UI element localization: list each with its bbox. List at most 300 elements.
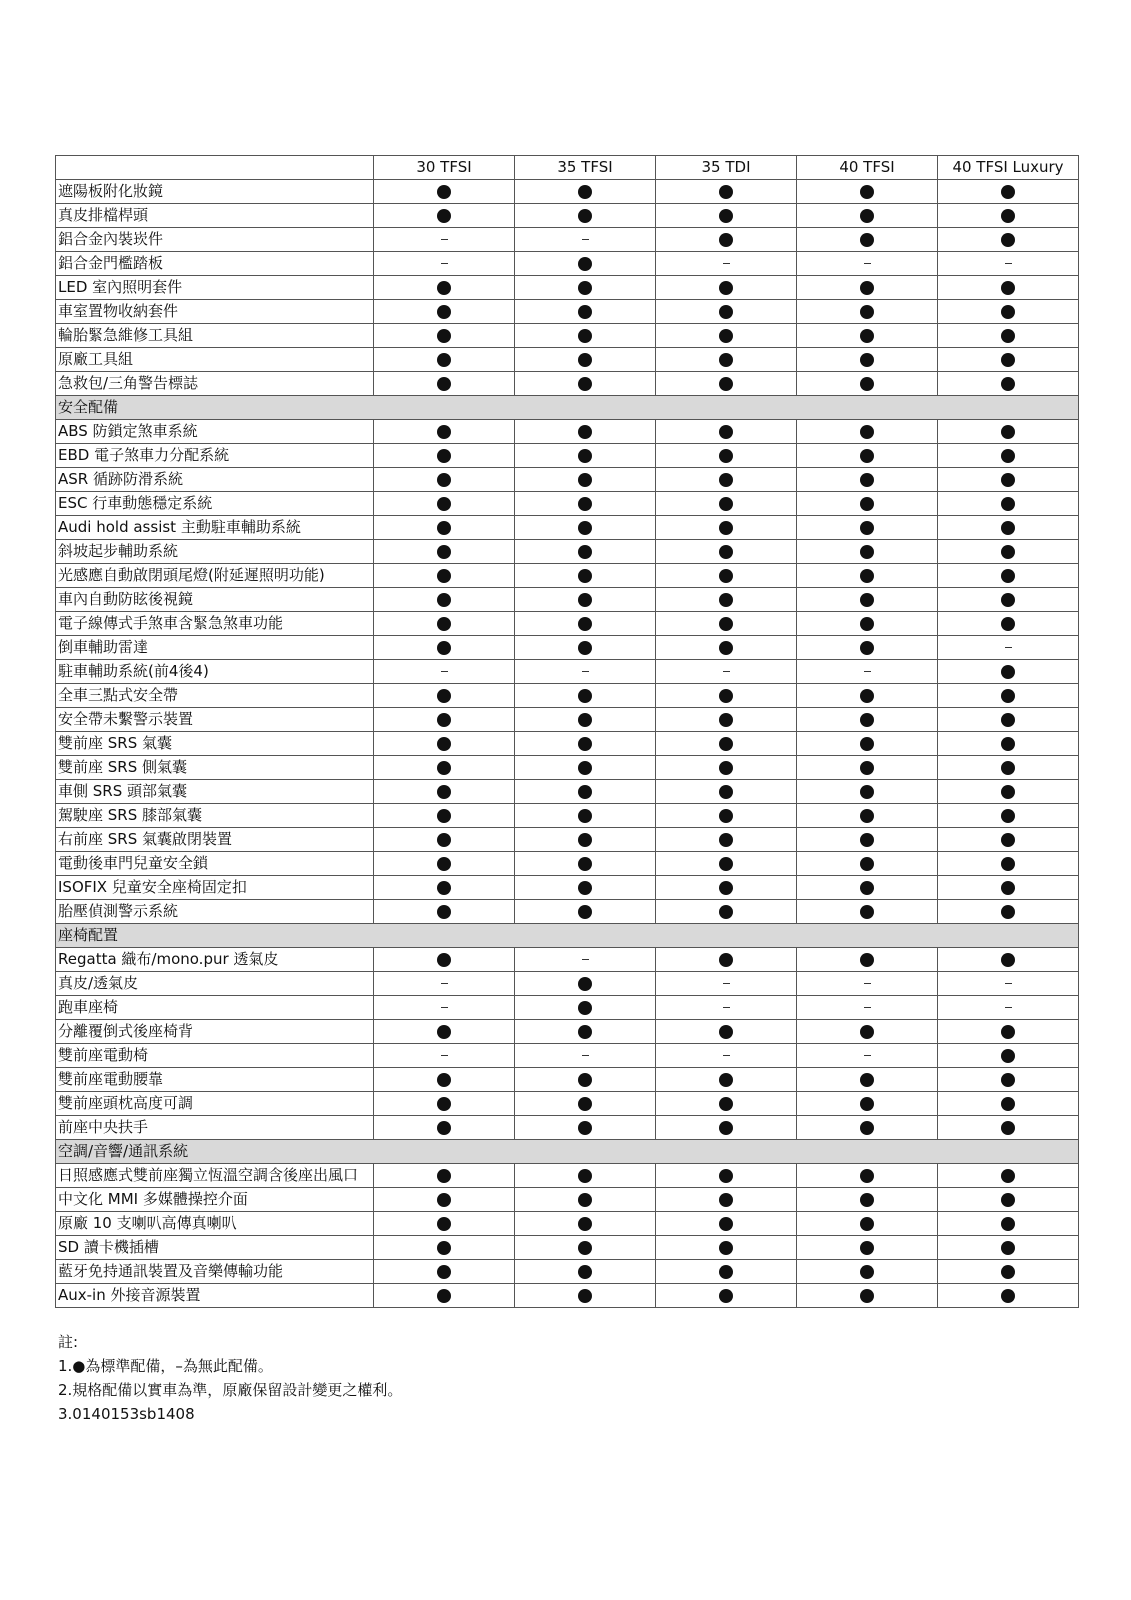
- table-row: [56, 252, 1079, 276]
- feature-label: 真皮排檔桿頭: [56, 204, 374, 228]
- availability-cell: [374, 228, 515, 252]
- standard-dot-icon: [1001, 1217, 1015, 1231]
- standard-dot-icon: [860, 281, 874, 295]
- feature-label: 車側 SRS 頭部氣囊: [56, 780, 374, 804]
- standard-dot-icon: [437, 593, 451, 607]
- availability-cell: [938, 972, 1079, 996]
- availability-cell: [938, 444, 1079, 468]
- standard-dot-icon: [437, 1121, 451, 1135]
- standard-dot-icon: [1001, 569, 1015, 583]
- availability-cell: [515, 972, 656, 996]
- standard-dot-icon: [860, 1073, 874, 1087]
- table-row: [56, 324, 1079, 348]
- availability-cell: [938, 324, 1079, 348]
- availability-cell: [374, 1068, 515, 1092]
- availability-cell: [515, 852, 656, 876]
- standard-dot-icon: [437, 809, 451, 823]
- availability-cell: [515, 756, 656, 780]
- standard-dot-icon: [437, 1241, 451, 1255]
- standard-dot-icon: [1001, 1097, 1015, 1111]
- availability-cell: [515, 1236, 656, 1260]
- availability-cell: [374, 804, 515, 828]
- section-title: 座椅配置: [56, 924, 1079, 948]
- availability-cell: [515, 780, 656, 804]
- standard-dot-icon: [578, 425, 592, 439]
- availability-cell: [938, 180, 1079, 204]
- feature-label: 分離覆倒式後座椅背: [56, 1020, 374, 1044]
- header-model-30-tfsi: 30 TFSI: [374, 156, 515, 180]
- standard-dot-icon: [437, 449, 451, 463]
- standard-dot-icon: [437, 473, 451, 487]
- standard-dot-icon: [860, 473, 874, 487]
- availability-cell: [656, 372, 797, 396]
- availability-cell: [515, 420, 656, 444]
- availability-cell: [797, 540, 938, 564]
- table-row: [56, 180, 1079, 204]
- table-row: [56, 756, 1079, 780]
- availability-cell: [374, 684, 515, 708]
- standard-dot-icon: [1001, 761, 1015, 775]
- standard-dot-icon: [1001, 377, 1015, 391]
- standard-dot-icon: [860, 377, 874, 391]
- availability-cell: [797, 1212, 938, 1236]
- standard-dot-icon: [437, 209, 451, 223]
- standard-dot-icon: [437, 329, 451, 343]
- standard-dot-icon: [578, 449, 592, 463]
- standard-dot-icon: [437, 713, 451, 727]
- table-row: [56, 684, 1079, 708]
- notes: [58, 1330, 402, 1426]
- availability-cell: [374, 948, 515, 972]
- standard-dot-icon: [578, 497, 592, 511]
- availability-cell: [938, 780, 1079, 804]
- standard-dot-icon: [1001, 1169, 1015, 1183]
- availability-cell: [374, 516, 515, 540]
- feature-label: 光感應自動啟閉頭尾燈(附延遲照明功能): [56, 564, 374, 588]
- standard-dot-icon: [437, 545, 451, 559]
- not-available-dash-icon: [441, 1007, 448, 1008]
- feature-label: 輪胎緊急維修工具組: [56, 324, 374, 348]
- standard-dot-icon: [578, 1241, 592, 1255]
- standard-dot-icon: [578, 305, 592, 319]
- standard-dot-icon: [437, 737, 451, 751]
- feature-label: 前座中央扶手: [56, 1116, 374, 1140]
- availability-cell: [797, 180, 938, 204]
- feature-label: 全車三點式安全帶: [56, 684, 374, 708]
- standard-dot-icon: [437, 521, 451, 535]
- standard-dot-icon: [1001, 305, 1015, 319]
- standard-dot-icon: [578, 1217, 592, 1231]
- table-row: [56, 852, 1079, 876]
- standard-dot-icon: [719, 1073, 733, 1087]
- availability-cell: [515, 204, 656, 228]
- availability-cell: [656, 684, 797, 708]
- table-row: [56, 1020, 1079, 1044]
- standard-dot-icon: [860, 689, 874, 703]
- availability-cell: [797, 684, 938, 708]
- availability-cell: [938, 1164, 1079, 1188]
- standard-dot-icon: [719, 713, 733, 727]
- availability-cell: [797, 1092, 938, 1116]
- standard-dot-icon: [437, 1265, 451, 1279]
- standard-dot-icon: [1001, 737, 1015, 751]
- standard-dot-icon: [719, 1241, 733, 1255]
- standard-dot-icon: [860, 713, 874, 727]
- table-row: [56, 1188, 1079, 1212]
- standard-dot-icon: [578, 737, 592, 751]
- availability-cell: [515, 948, 656, 972]
- availability-cell: [797, 732, 938, 756]
- standard-dot-icon: [578, 209, 592, 223]
- standard-dot-icon: [437, 785, 451, 799]
- feature-label: 雙前座電動椅: [56, 1044, 374, 1068]
- availability-cell: [656, 564, 797, 588]
- availability-cell: [797, 1284, 938, 1308]
- availability-cell: [938, 1236, 1079, 1260]
- availability-cell: [656, 852, 797, 876]
- table-row: [56, 1284, 1079, 1308]
- standard-dot-icon: [860, 209, 874, 223]
- availability-cell: [515, 444, 656, 468]
- availability-cell: [656, 204, 797, 228]
- standard-dot-icon: [719, 785, 733, 799]
- availability-cell: [938, 684, 1079, 708]
- standard-dot-icon: [1001, 425, 1015, 439]
- standard-dot-icon: [719, 1121, 733, 1135]
- availability-cell: [515, 1212, 656, 1236]
- standard-dot-icon: [719, 689, 733, 703]
- standard-dot-icon: [578, 881, 592, 895]
- availability-cell: [797, 1068, 938, 1092]
- standard-dot-icon: [719, 185, 733, 199]
- standard-dot-icon: [578, 593, 592, 607]
- availability-cell: [515, 324, 656, 348]
- feature-label: 駐車輔助系統(前4後4): [56, 660, 374, 684]
- availability-cell: [938, 612, 1079, 636]
- standard-dot-icon: [719, 1097, 733, 1111]
- standard-dot-icon: [719, 281, 733, 295]
- availability-cell: [656, 876, 797, 900]
- standard-dot-icon: [860, 1193, 874, 1207]
- table-row: [56, 876, 1079, 900]
- feature-label: LED 室內照明套件: [56, 276, 374, 300]
- availability-cell: [374, 900, 515, 924]
- availability-cell: [797, 1116, 938, 1140]
- availability-cell: [515, 468, 656, 492]
- standard-dot-icon: [437, 1217, 451, 1231]
- standard-dot-icon: [437, 1289, 451, 1303]
- not-available-dash-icon: [723, 1055, 730, 1056]
- availability-cell: [938, 1188, 1079, 1212]
- availability-cell: [797, 276, 938, 300]
- availability-cell: [797, 708, 938, 732]
- feature-label: 車室置物收納套件: [56, 300, 374, 324]
- standard-dot-icon: [860, 809, 874, 823]
- table-row: [56, 612, 1079, 636]
- table-row: [56, 276, 1079, 300]
- availability-cell: [656, 444, 797, 468]
- table-row: [56, 1260, 1079, 1284]
- standard-dot-icon: [578, 1169, 592, 1183]
- availability-cell: [938, 852, 1079, 876]
- not-available-dash-icon: [864, 983, 871, 984]
- availability-cell: [938, 1212, 1079, 1236]
- availability-cell: [656, 732, 797, 756]
- header-row: [56, 156, 1079, 180]
- availability-cell: [656, 252, 797, 276]
- header-model-40-tfsi-luxury: 40 TFSI Luxury: [938, 156, 1079, 180]
- not-available-dash-icon: [1005, 1007, 1012, 1008]
- not-available-dash-icon: [723, 1007, 730, 1008]
- standard-dot-icon: [1001, 1073, 1015, 1087]
- availability-cell: [515, 300, 656, 324]
- standard-dot-icon: [578, 185, 592, 199]
- availability-cell: [515, 372, 656, 396]
- feature-label: 倒車輔助雷達: [56, 636, 374, 660]
- feature-label: ISOFIX 兒童安全座椅固定扣: [56, 876, 374, 900]
- availability-cell: [515, 516, 656, 540]
- standard-dot-icon: [860, 185, 874, 199]
- availability-cell: [515, 828, 656, 852]
- feature-label: 日照感應式雙前座獨立恆溫空調含後座出風口: [56, 1164, 374, 1188]
- standard-dot-icon: [719, 1289, 733, 1303]
- availability-cell: [938, 1020, 1079, 1044]
- availability-cell: [797, 228, 938, 252]
- availability-cell: [938, 1068, 1079, 1092]
- standard-dot-icon: [1001, 1265, 1015, 1279]
- availability-cell: [938, 204, 1079, 228]
- standard-dot-icon: [719, 1169, 733, 1183]
- standard-dot-icon: [578, 257, 592, 271]
- standard-dot-icon: [578, 1289, 592, 1303]
- availability-cell: [515, 1044, 656, 1068]
- availability-cell: [938, 372, 1079, 396]
- standard-dot-icon: [860, 569, 874, 583]
- table-row: [56, 732, 1079, 756]
- table-row: [56, 1236, 1079, 1260]
- table-row: [56, 900, 1079, 924]
- availability-cell: [515, 900, 656, 924]
- availability-cell: [938, 900, 1079, 924]
- standard-dot-icon: [1001, 809, 1015, 823]
- availability-cell: [797, 420, 938, 444]
- feature-label: 藍牙免持通訊裝置及音樂傳輸功能: [56, 1260, 374, 1284]
- not-available-dash-icon: [582, 239, 589, 240]
- availability-cell: [515, 732, 656, 756]
- standard-dot-icon: [578, 1193, 592, 1207]
- standard-dot-icon: [719, 521, 733, 535]
- standard-dot-icon: [719, 1025, 733, 1039]
- standard-dot-icon: [860, 857, 874, 871]
- availability-cell: [797, 492, 938, 516]
- standard-dot-icon: [860, 425, 874, 439]
- standard-dot-icon: [578, 689, 592, 703]
- standard-dot-icon: [860, 1241, 874, 1255]
- not-available-dash-icon: [441, 671, 448, 672]
- availability-cell: [938, 996, 1079, 1020]
- availability-cell: [515, 540, 656, 564]
- standard-dot-icon: [719, 761, 733, 775]
- standard-dot-icon: [1001, 665, 1015, 679]
- not-available-dash-icon: [441, 263, 448, 264]
- availability-cell: [938, 804, 1079, 828]
- standard-dot-icon: [578, 569, 592, 583]
- table-row: [56, 948, 1079, 972]
- standard-dot-icon: [437, 617, 451, 631]
- availability-cell: [938, 1044, 1079, 1068]
- feature-label: 急救包/三角警告標誌: [56, 372, 374, 396]
- availability-cell: [374, 780, 515, 804]
- availability-cell: [938, 1092, 1079, 1116]
- standard-dot-icon: [719, 809, 733, 823]
- availability-cell: [515, 588, 656, 612]
- availability-cell: [938, 540, 1079, 564]
- standard-dot-icon: [437, 377, 451, 391]
- standard-dot-icon: [578, 545, 592, 559]
- availability-cell: [797, 324, 938, 348]
- table-row: [56, 1212, 1079, 1236]
- availability-cell: [656, 780, 797, 804]
- standard-dot-icon: [860, 833, 874, 847]
- not-available-dash-icon: [582, 1055, 589, 1056]
- availability-cell: [374, 1236, 515, 1260]
- standard-dot-icon: [719, 953, 733, 967]
- standard-dot-icon: [860, 737, 874, 751]
- note-line: 3.0140153sb1408: [58, 1405, 195, 1423]
- standard-dot-icon: [437, 1025, 451, 1039]
- standard-dot-icon: [1001, 833, 1015, 847]
- standard-dot-icon: [1001, 593, 1015, 607]
- availability-cell: [374, 444, 515, 468]
- standard-dot-icon: [578, 1073, 592, 1087]
- availability-cell: [938, 756, 1079, 780]
- standard-dot-icon: [437, 185, 451, 199]
- feature-label: Regatta 織布/mono.pur 透氣皮: [56, 948, 374, 972]
- standard-dot-icon: [578, 761, 592, 775]
- feature-label: Audi hold assist 主動駐車輔助系統: [56, 516, 374, 540]
- table-row: [56, 228, 1079, 252]
- standard-dot-icon: [1001, 473, 1015, 487]
- standard-dot-icon: [578, 281, 592, 295]
- table-row: [56, 1164, 1079, 1188]
- availability-cell: [797, 852, 938, 876]
- header-label-cell: [56, 156, 374, 180]
- availability-cell: [515, 1020, 656, 1044]
- availability-cell: [656, 972, 797, 996]
- standard-dot-icon: [578, 1265, 592, 1279]
- standard-dot-icon: [860, 305, 874, 319]
- availability-cell: [374, 636, 515, 660]
- availability-cell: [515, 1116, 656, 1140]
- standard-dot-icon: [437, 305, 451, 319]
- availability-cell: [656, 1236, 797, 1260]
- feature-label: ESC 行車動態穩定系統: [56, 492, 374, 516]
- standard-dot-icon: [1001, 185, 1015, 199]
- availability-cell: [797, 1236, 938, 1260]
- availability-cell: [374, 588, 515, 612]
- standard-dot-icon: [860, 1025, 874, 1039]
- standard-dot-icon: [437, 881, 451, 895]
- availability-cell: [374, 828, 515, 852]
- standard-dot-icon: [437, 1097, 451, 1111]
- standard-dot-icon: [437, 353, 451, 367]
- standard-dot-icon: [437, 689, 451, 703]
- availability-cell: [656, 588, 797, 612]
- standard-dot-icon: [437, 905, 451, 919]
- availability-cell: [797, 1164, 938, 1188]
- availability-cell: [938, 732, 1079, 756]
- availability-cell: [938, 228, 1079, 252]
- availability-cell: [797, 252, 938, 276]
- availability-cell: [374, 348, 515, 372]
- standard-dot-icon: [719, 617, 733, 631]
- standard-dot-icon: [578, 785, 592, 799]
- standard-dot-icon: [437, 641, 451, 655]
- table-row: [56, 468, 1079, 492]
- table-row: [56, 972, 1079, 996]
- availability-cell: [374, 1092, 515, 1116]
- availability-cell: [938, 708, 1079, 732]
- table-row: [56, 708, 1079, 732]
- table-row: [56, 828, 1079, 852]
- standard-dot-icon: [719, 1265, 733, 1279]
- availability-cell: [938, 276, 1079, 300]
- availability-cell: [374, 276, 515, 300]
- availability-cell: [797, 804, 938, 828]
- availability-cell: [374, 252, 515, 276]
- standard-dot-icon: [860, 353, 874, 367]
- standard-dot-icon: [860, 329, 874, 343]
- availability-cell: [797, 972, 938, 996]
- availability-cell: [374, 1260, 515, 1284]
- availability-cell: [797, 1260, 938, 1284]
- table-row: [56, 372, 1079, 396]
- availability-cell: [938, 876, 1079, 900]
- availability-cell: [374, 660, 515, 684]
- availability-cell: [374, 1188, 515, 1212]
- availability-cell: [797, 636, 938, 660]
- availability-cell: [938, 660, 1079, 684]
- standard-dot-icon: [437, 425, 451, 439]
- standard-dot-icon: [578, 905, 592, 919]
- availability-cell: [374, 204, 515, 228]
- availability-cell: [656, 804, 797, 828]
- standard-dot-icon: [1001, 905, 1015, 919]
- standard-dot-icon: [1001, 353, 1015, 367]
- feature-label: 原廠工具組: [56, 348, 374, 372]
- availability-cell: [797, 468, 938, 492]
- standard-dot-icon: [1001, 545, 1015, 559]
- standard-dot-icon: [1001, 449, 1015, 463]
- availability-cell: [515, 1164, 656, 1188]
- feature-label: 電子線傳式手煞車含緊急煞車功能: [56, 612, 374, 636]
- standard-dot-icon: [1001, 521, 1015, 535]
- availability-cell: [374, 372, 515, 396]
- standard-dot-icon: [719, 353, 733, 367]
- not-available-dash-icon: [441, 1055, 448, 1056]
- standard-dot-icon: [1001, 329, 1015, 343]
- availability-cell: [797, 300, 938, 324]
- standard-dot-icon: [1001, 1241, 1015, 1255]
- table-row: [56, 1116, 1079, 1140]
- feature-label: 鋁合金門檻踏板: [56, 252, 374, 276]
- standard-dot-icon: [578, 473, 592, 487]
- availability-cell: [515, 996, 656, 1020]
- availability-cell: [374, 492, 515, 516]
- standard-dot-icon: [578, 329, 592, 343]
- availability-cell: [797, 780, 938, 804]
- standard-dot-icon: [719, 641, 733, 655]
